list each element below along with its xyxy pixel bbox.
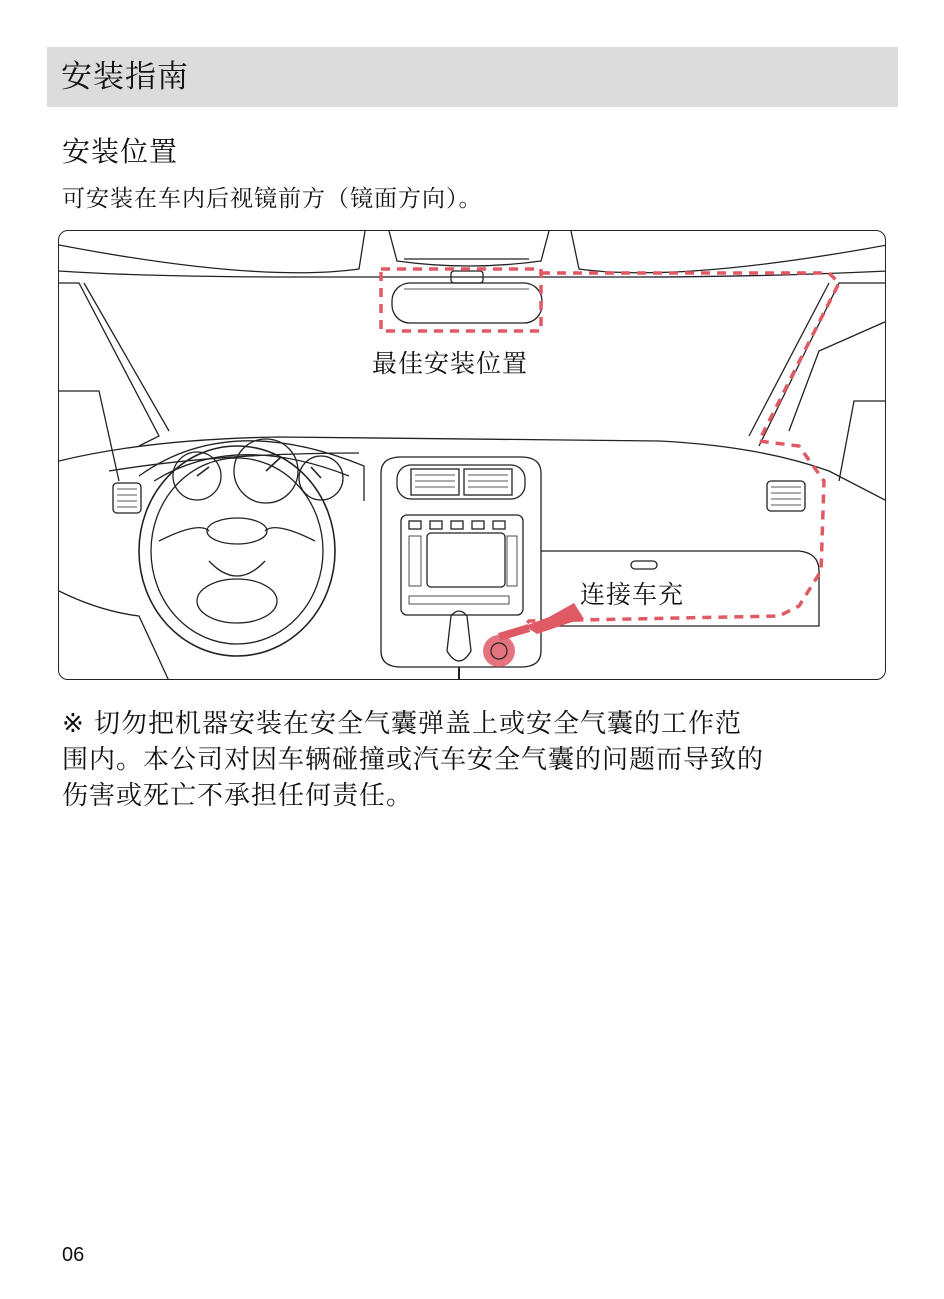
note-line: 围内。本公司对因车辆碰撞或汽车安全气囊的问题而导致的 [62, 745, 765, 775]
warning-note [62, 706, 872, 814]
note-line: ※ 切勿把机器安装在安全气囊弹盖上或安全气囊的工作范 [62, 709, 743, 739]
car-interior-illustration [58, 230, 886, 680]
page-number: 06 [62, 1244, 85, 1266]
note-line: 伤害或死亡不承担任何责任。 [62, 781, 414, 811]
car-interior-drawing [59, 231, 886, 680]
best-position-label: 最佳安装位置 [372, 349, 529, 378]
connect-charger-label: 连接车充 [580, 580, 685, 609]
section-description: 可安装在车内后视镜前方（镜面方向）。 [62, 186, 483, 212]
section-title: 安装位置 [62, 135, 179, 168]
page-title: 安装指南 [61, 59, 189, 95]
header-bar [47, 47, 898, 107]
